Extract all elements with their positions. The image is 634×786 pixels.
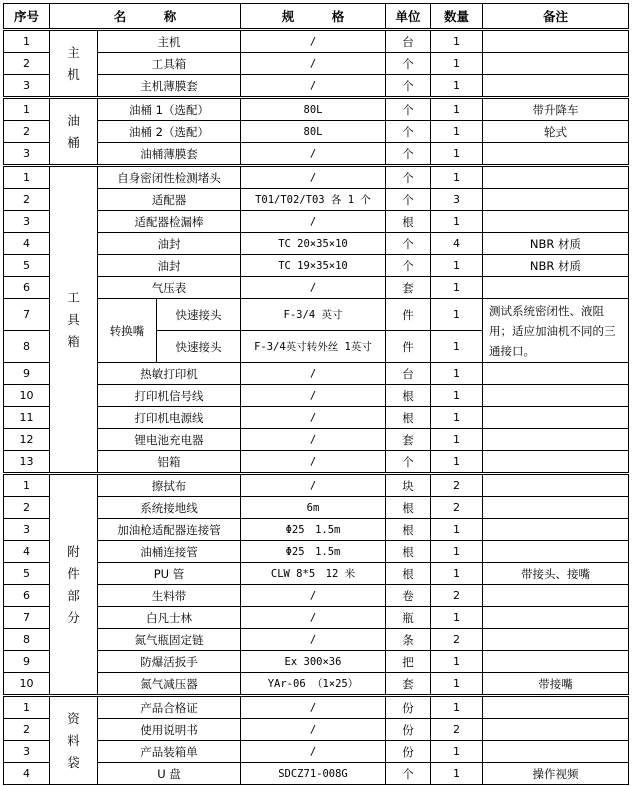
qty-cell: 2 [431,474,483,497]
group-label-docs: 资 料 袋 [50,696,98,785]
note-cell [483,629,629,651]
note-cell [483,30,629,53]
spec-cell: / [241,53,386,75]
unit-cell: 个 [386,166,431,189]
table-row [4,299,629,331]
name-cell: 油桶 2（选配） [98,121,241,143]
spec-cell: / [241,607,386,629]
qty-cell: 1 [431,607,483,629]
table-row [4,98,629,121]
seq-cell: 8 [4,331,50,363]
seq-cell: 2 [4,189,50,211]
unit-cell: 套 [386,429,431,451]
seq-cell: 1 [4,98,50,121]
unit-cell: 份 [386,696,431,719]
qty-cell: 1 [431,299,483,331]
table-row [4,651,629,673]
note-cell [483,719,629,741]
note-cell [483,75,629,98]
note-cell [483,211,629,233]
table-row [4,30,629,53]
qty-cell: 1 [431,53,483,75]
unit-cell: 个 [386,233,431,255]
spec-cell: / [241,211,386,233]
unit-cell: 个 [386,255,431,277]
unit-cell: 瓶 [386,607,431,629]
spec-cell: F-3/4英寸转外丝 1英寸 [241,331,386,363]
name-cell: 油桶连接管 [98,541,241,563]
spec-cell: / [241,277,386,299]
unit-cell: 个 [386,143,431,166]
name-cell: 氮气瓶固定链 [98,629,241,651]
seq-cell: 1 [4,474,50,497]
seq-cell: 3 [4,143,50,166]
spec-cell: / [241,474,386,497]
name-cell: 快速接头 [157,331,241,363]
name-cell: 快速接头 [157,299,241,331]
seq-cell: 1 [4,696,50,719]
spec-cell: / [241,696,386,719]
table-row [4,75,629,98]
seq-cell: 1 [4,30,50,53]
qty-cell: 3 [431,189,483,211]
group-label-host: 主 机 [50,30,98,98]
qty-cell: 4 [431,233,483,255]
seq-cell: 2 [4,497,50,519]
note-cell [483,407,629,429]
group-label-toolbox: 工 具 箱 [50,166,98,474]
spec-cell: / [241,585,386,607]
unit-cell: 个 [386,763,431,785]
unit-cell: 根 [386,519,431,541]
seq-cell: 6 [4,585,50,607]
qty-cell: 2 [431,719,483,741]
qty-cell: 2 [431,585,483,607]
qty-cell: 1 [431,673,483,696]
seq-cell: 9 [4,363,50,385]
table-row [4,53,629,75]
note-cell [483,585,629,607]
spec-cell: Φ25 1.5m [241,541,386,563]
name-cell: 使用说明书 [98,719,241,741]
spec-cell: SDCZ71-008G [241,763,386,785]
spec-cell: / [241,166,386,189]
name-cell: 防爆活扳手 [98,651,241,673]
seq-cell: 4 [4,763,50,785]
unit-cell: 块 [386,474,431,497]
table-row [4,385,629,407]
name-cell: 自身密闭性检测堵头 [98,166,241,189]
name-cell: 适配器检漏棒 [98,211,241,233]
seq-cell: 3 [4,211,50,233]
seq-cell: 6 [4,277,50,299]
seq-cell: 8 [4,629,50,651]
note-cell [483,166,629,189]
spec-cell: / [241,629,386,651]
qty-cell: 1 [431,651,483,673]
spec-cell: / [241,143,386,166]
table-row [4,696,629,719]
adapter-nozzle-group-label: 转换嘴 [98,299,157,363]
note-cell: 带接嘴 [483,673,629,696]
qty-cell: 1 [431,211,483,233]
qty-cell: 1 [431,429,483,451]
qty-cell: 1 [431,763,483,785]
spec-cell: T01/T02/T03 各 1 个 [241,189,386,211]
unit-cell: 份 [386,741,431,763]
unit-cell: 个 [386,121,431,143]
unit-cell: 个 [386,189,431,211]
unit-cell: 根 [386,211,431,233]
table-row [4,166,629,189]
spec-cell: / [241,30,386,53]
name-cell: 产品合格证 [98,696,241,719]
note-cell: NBR 材质 [483,255,629,277]
note-cell [483,607,629,629]
unit-cell: 根 [386,407,431,429]
table-row [4,519,629,541]
unit-cell: 个 [386,451,431,474]
table-row [4,719,629,741]
unit-cell: 套 [386,673,431,696]
qty-cell: 1 [431,741,483,763]
name-cell: 铝箱 [98,451,241,474]
table-row [4,233,629,255]
seq-cell: 2 [4,53,50,75]
spec-cell: CLW 8*5 12 米 [241,563,386,585]
unit-cell: 卷 [386,585,431,607]
table-row [4,143,629,166]
table-row [4,255,629,277]
table-row [4,497,629,519]
spec-cell: / [241,741,386,763]
header-row [4,4,629,30]
unit-cell: 条 [386,629,431,651]
note-cell [483,497,629,519]
unit-cell: 个 [386,75,431,98]
unit-cell: 个 [386,98,431,121]
unit-cell: 个 [386,53,431,75]
header-note: 备注 [483,4,629,30]
qty-cell: 1 [431,519,483,541]
note-cell [483,189,629,211]
qty-cell: 1 [431,541,483,563]
seq-cell: 11 [4,407,50,429]
seq-cell: 10 [4,385,50,407]
name-cell: 工具箱 [98,53,241,75]
name-cell: 油桶薄膜套 [98,143,241,166]
spec-cell: / [241,429,386,451]
spec-cell: / [241,451,386,474]
note-cell [483,451,629,474]
seq-cell: 4 [4,233,50,255]
unit-cell: 根 [386,497,431,519]
qty-cell: 1 [431,563,483,585]
name-cell: 主机 [98,30,241,53]
spec-cell: / [241,363,386,385]
spec-cell: TC 19×35×10 [241,255,386,277]
qty-cell: 2 [431,497,483,519]
note-cell [483,474,629,497]
header-unit: 单位 [386,4,431,30]
spec-cell: 80L [241,121,386,143]
note-cell [483,385,629,407]
seq-cell: 3 [4,741,50,763]
name-cell: 生料带 [98,585,241,607]
unit-cell: 台 [386,363,431,385]
spec-cell: F-3/4 英寸 [241,299,386,331]
name-cell: PU 管 [98,563,241,585]
seq-cell: 3 [4,75,50,98]
qty-cell: 1 [431,121,483,143]
name-cell: 油桶 1（选配） [98,98,241,121]
table-row [4,541,629,563]
table-row [4,363,629,385]
seq-cell: 4 [4,541,50,563]
qty-cell: 1 [431,75,483,98]
unit-cell: 根 [386,385,431,407]
seq-cell: 13 [4,451,50,474]
group-label-accessories: 附 件 部 分 [50,474,98,696]
table-row [4,673,629,696]
name-cell: 主机薄膜套 [98,75,241,98]
spec-cell: / [241,75,386,98]
spec-cell: / [241,407,386,429]
header-spec: 规 格 [241,4,386,30]
note-cell: 轮式 [483,121,629,143]
table-row [4,429,629,451]
note-cell [483,143,629,166]
table-row [4,277,629,299]
table-row [4,763,629,785]
table-row [4,607,629,629]
seq-cell: 3 [4,519,50,541]
spec-cell: 80L [241,98,386,121]
name-cell: 油封 [98,255,241,277]
note-cell [483,363,629,385]
name-cell: U 盘 [98,763,241,785]
qty-cell: 1 [431,363,483,385]
qty-cell: 1 [431,277,483,299]
seq-cell: 9 [4,651,50,673]
table-row [4,189,629,211]
qty-cell: 1 [431,143,483,166]
unit-cell: 台 [386,30,431,53]
unit-cell: 件 [386,331,431,363]
name-cell: 产品装箱单 [98,741,241,763]
name-cell: 系统接地线 [98,497,241,519]
seq-cell: 1 [4,166,50,189]
seq-cell: 2 [4,719,50,741]
unit-cell: 根 [386,563,431,585]
seq-cell: 5 [4,563,50,585]
table-row [4,629,629,651]
spec-cell: YAr-06 （1×25） [241,673,386,696]
qty-cell: 1 [431,98,483,121]
qty-cell: 1 [431,331,483,363]
note-cell: 带接头、接嘴 [483,563,629,585]
seq-cell: 2 [4,121,50,143]
spec-cell: Ex 300×36 [241,651,386,673]
table-row [4,563,629,585]
spec-cell: 6m [241,497,386,519]
seq-cell: 12 [4,429,50,451]
seq-cell: 7 [4,607,50,629]
note-cell [483,741,629,763]
note-cell: 带升降车 [483,98,629,121]
note-cell [483,541,629,563]
qty-cell: 2 [431,629,483,651]
qty-cell: 1 [431,255,483,277]
note-cell: 测试系统密闭性、液阻用；适应加油机不同的三通接口。 [483,299,629,363]
qty-cell: 1 [431,451,483,474]
name-cell: 氮气减压器 [98,673,241,696]
note-cell: 操作视频 [483,763,629,785]
header-seq: 序号 [4,4,50,30]
qty-cell: 1 [431,30,483,53]
table-row [4,474,629,497]
spec-cell: TC 20×35×10 [241,233,386,255]
name-cell: 白凡士林 [98,607,241,629]
note-cell: NBR 材质 [483,233,629,255]
table-row [4,585,629,607]
header-qty: 数量 [431,4,483,30]
name-cell: 打印机信号线 [98,385,241,407]
qty-cell: 1 [431,385,483,407]
seq-cell: 10 [4,673,50,696]
table-row [4,741,629,763]
name-cell: 油封 [98,233,241,255]
name-cell: 打印机电源线 [98,407,241,429]
table-row [4,121,629,143]
table-row [4,407,629,429]
spec-cell: Φ25 1.5m [241,519,386,541]
header-name: 名 称 [50,4,241,30]
name-cell: 擦拭布 [98,474,241,497]
seq-cell: 7 [4,299,50,331]
seq-cell: 5 [4,255,50,277]
name-cell: 适配器 [98,189,241,211]
unit-cell: 把 [386,651,431,673]
note-cell [483,651,629,673]
table-row [4,211,629,233]
unit-cell: 份 [386,719,431,741]
note-cell [483,429,629,451]
name-cell: 锂电池充电器 [98,429,241,451]
table-row [4,451,629,474]
name-cell: 气压表 [98,277,241,299]
group-label-oil: 油 桶 [50,98,98,166]
name-cell: 加油枪适配器连接管 [98,519,241,541]
unit-cell: 件 [386,299,431,331]
qty-cell: 1 [431,407,483,429]
note-cell [483,53,629,75]
qty-cell: 1 [431,166,483,189]
spec-cell: / [241,719,386,741]
unit-cell: 套 [386,277,431,299]
name-cell: 热敏打印机 [98,363,241,385]
note-cell [483,696,629,719]
packing-list-table [3,3,629,785]
unit-cell: 根 [386,541,431,563]
qty-cell: 1 [431,696,483,719]
spec-cell: / [241,385,386,407]
note-cell [483,277,629,299]
note-cell [483,519,629,541]
